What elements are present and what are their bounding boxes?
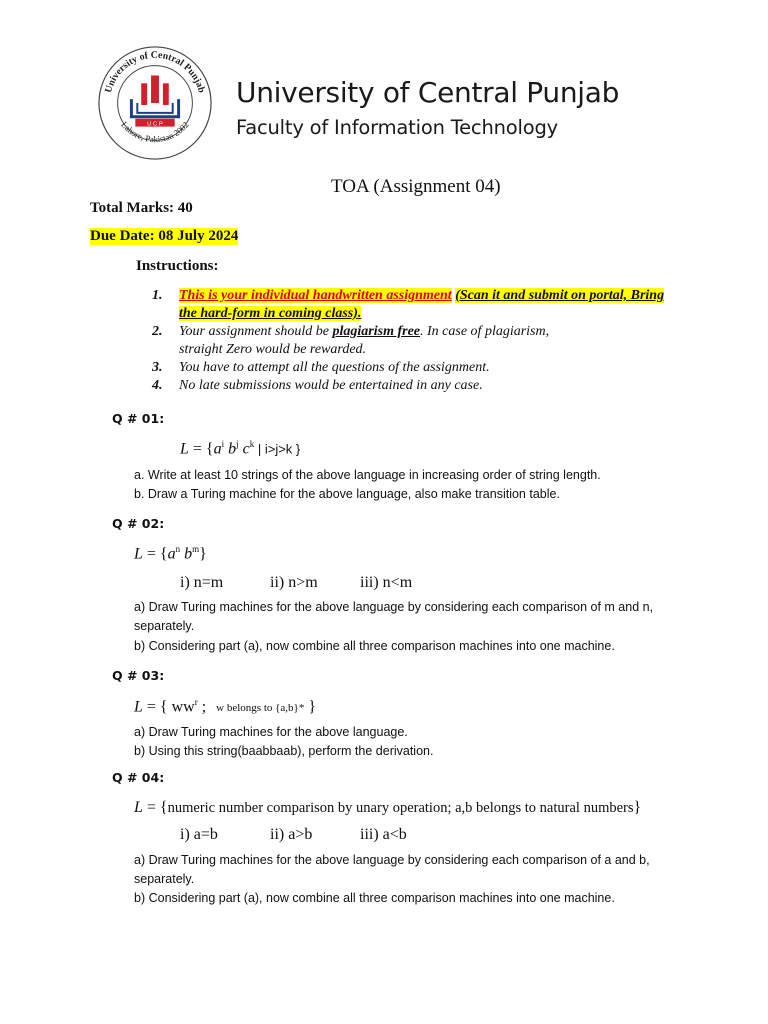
question-2-parts: a) Draw Turing machines for the above language by considering each comparison of m and n, separately. b) Considering part (a), now combine all three comparison machines into one machine. [134, 600, 654, 653]
instruction-item: 2. Your assignment should be plagiarism free. In case of plagiarism, straight Zero would be rewarded. [152, 324, 550, 357]
logo-bottom-text: Lahore, Pakistan 2002 [119, 119, 191, 145]
logo-shield-text: U C P [147, 121, 163, 128]
due-date: Due Date: 08 July 2024 [90, 228, 239, 244]
question-1-formula: $L = \{a^i$ $b^j$ $c^k$ | i>j>k } [180, 439, 301, 458]
university-name: University of Central Punjab [236, 76, 620, 109]
assignment-title: TOA (Assignment 04) [331, 176, 501, 197]
question-3-formula: L = { $ww^r$ ; w belongs to {a,b}* } [134, 697, 317, 716]
question-4-formula: L = {numeric number comparison by unary operation; a,b belongs to natural numbers} [134, 799, 642, 816]
question-2-formula: $L = \{a^n$ $b^m$} [134, 544, 207, 563]
instruction-item: 4. No late submissions would be entertained in any case. [152, 378, 483, 393]
question-2-cases: i) n=m ii) n>m iii) n<m [180, 574, 413, 591]
question-4-label: Q # 04: [112, 770, 165, 785]
logo-ring-text: University of Central Punjab [103, 49, 207, 95]
question-3-parts: a) Draw Turing machines for the above language. b) Using this string(baabbaab), perform the derivation. [134, 725, 434, 758]
instruction-item: 1. This is your individual handwritten assignment (Scan it and submit on portal, Bring the hard-form in coming class). [152, 288, 665, 321]
university-logo [96, 44, 214, 162]
instructions-list [152, 287, 672, 395]
instructions-heading: Instructions: [136, 258, 219, 274]
logo-emblem [131, 75, 178, 127]
total-marks: Total Marks: 40 [90, 200, 193, 216]
instruction-highlight-text: (Scan it and submit on portal, Bring the hard-form in coming class). [179, 288, 665, 321]
question-1-parts: a. Write at least 10 strings of the above language in increasing order of string length. b. Draw a Turing machine for the above language, also make transition table. [134, 468, 601, 501]
question-2-label: Q # 02: [112, 516, 165, 531]
question-3-label: Q # 03: [112, 668, 165, 683]
instruction-item: 3. You have to attempt all the questions of the assignment. [152, 360, 490, 375]
question-1-label: Q # 01: [112, 411, 165, 426]
question-4-cases: i) a=b ii) a>b iii) a<b [180, 826, 407, 843]
instruction-red-text: This is your individual handwritten assignment [179, 288, 452, 303]
faculty-name: Faculty of Information Technology [236, 116, 558, 139]
question-4-parts: a) Draw Turing machines for the above language by considering each comparison of a and b, separately. b) Considering part (a), now combine all three comparison machines into one machine. [134, 853, 650, 905]
